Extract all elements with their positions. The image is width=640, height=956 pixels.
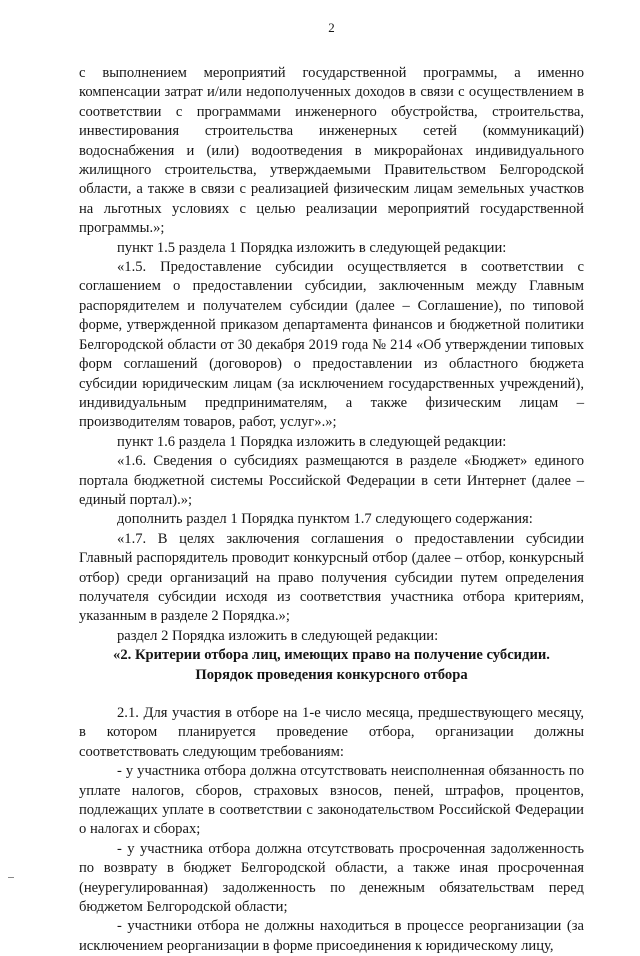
paragraph-item-1-7-instruction: дополнить раздел 1 Порядка пунктом 1.7 следующего содержания:	[117, 511, 533, 528]
page-number: 2	[328, 20, 335, 35]
list-item-tax-debt: - у участника отбора должна отсутствовать неисполненная обязанность по уплате налогов, сборов, страховых взносов, пеней, штрафов, процентов, подлежащих уплате в соответствии с законодательством Российской Федерации о налогах и сборах;	[79, 763, 584, 838]
paragraph-item-1-5-instruction: пункт 1.5 раздела 1 Порядка изложить в следующей редакции:	[117, 239, 507, 256]
list-item-budget-debt: - у участника отбора должна отсутствовать просроченная задолженность по возврату в бюджет Белгородской области, а также иная просроченная (неурегулированная) задолженность по денежным обязательствам перед бюджетом Белгородской области;	[79, 840, 584, 916]
paragraph-item-1-7: «1.7. В целях заключения соглашения о предоставлении субсидии Главный распорядитель проводит конкурсный отбор (далее – отбор, конкурсный отбор) среди организаций на право получения субсидии путем определения получателя субсидии исходя из соответствия участника отбора критериям, указанным в разделе 2 Порядка.»;	[79, 530, 584, 625]
scan-mark	[8, 877, 14, 878]
paragraph-intro-continuation: с выполнением мероприятий государственной программы, а именно компенсации затрат и/или недополученных доходов в связи с осуществлением в соответствии с программами инженерного обустройства, строительства, инвестирования строительства инженерных сетей (коммуникаций) водоснабжения и (или) водоотведения в микрорайонах индивидуального жилищного строительства, утверждаемыми Правительством Белгородской области, а также в связи с реализацией физическим лицам земельных участков на льготных условиях с целью реализации мероприятий государственной программы.»;	[79, 65, 584, 237]
paragraph-item-1-5: «1.5. Предоставление субсидии осуществляется в соответствии с соглашением о предоставлении субсидии, заключенным между Главным распорядителем и получателем субсидии (далее – Соглашение), по типовой форме, утвержденной приказом департамента финансов и бюджетной политики Белгородской области от 30 декабря 2019 года № 214 «Об утверждении типовых форм соглашений (договоров) о предоставлении из областного бюджета субсидии юридическим лицам (за исключением государственных учреждений), индивидуальным предпринимателям, а также физическим лицам – производителям товаров, работ, услуг».»;	[79, 259, 584, 431]
section-2-heading	[79, 646, 584, 685]
paragraph-item-1-6-instruction: пункт 1.6 раздела 1 Порядка изложить в следующей редакции:	[117, 433, 507, 450]
paragraph-item-2-1: 2.1. Для участия в отборе на 1-е число месяца, предшествующего месяцу, в котором планируется проведение отбора, организации должны соответствовать следующим требованиям:	[79, 705, 584, 760]
section-2-heading-line-1: «2. Критерии отбора лиц, имеющих право на получение субсидии.	[113, 647, 550, 664]
paragraph-section-2-instruction: раздел 2 Порядка изложить в следующей редакции:	[117, 627, 439, 644]
paragraph-item-1-6: «1.6. Сведения о субсидиях размещаются в разделе «Бюджет» единого портала бюджетной системы Российской Федерации в сети Интернет (далее – единый портал).»;	[79, 453, 584, 508]
list-item-reorganization: - участники отбора не должны находиться в процессе реорганизации (за исключением реорганизации в форме присоединения к юридическому лицу,	[79, 918, 584, 954]
section-2-heading-line-2: Порядок проведения конкурсного отбора	[195, 666, 468, 683]
